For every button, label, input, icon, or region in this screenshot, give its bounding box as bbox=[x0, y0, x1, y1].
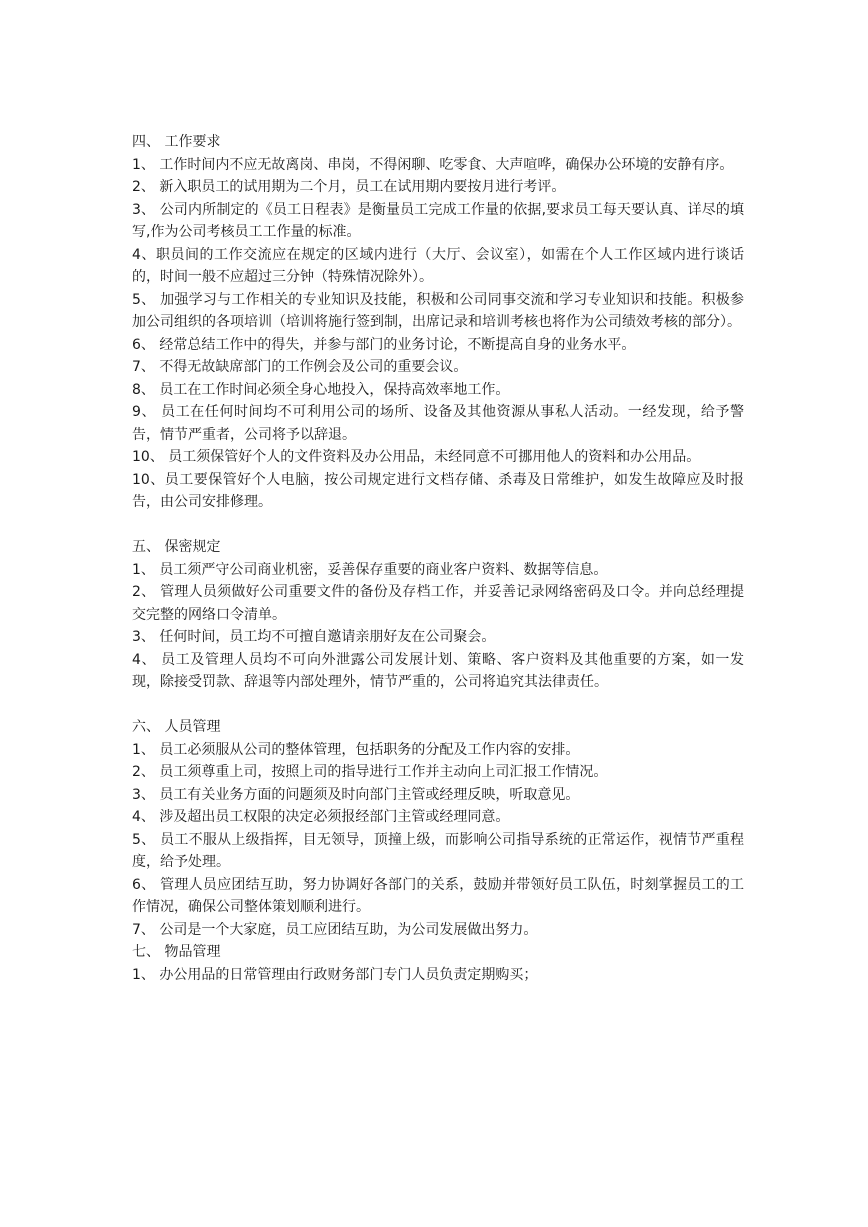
section-heading: 六、 人员管理 bbox=[132, 719, 221, 735]
section-heading: 五、 保密规定 bbox=[132, 539, 221, 555]
list-item: 1、 员工必须服从公司的整体管理，包括职务的分配及工作内容的安排。 bbox=[132, 741, 580, 758]
list-item: 1、 办公用品的日常管理由行政财务部门专门人员负责定期购买； bbox=[132, 966, 538, 983]
list-item: 6、 经常总结工作中的得失，并参与部门的业务讨论，不断提高自身的业务水平。 bbox=[132, 336, 636, 353]
section-confidentiality bbox=[132, 536, 744, 694]
section-heading: 四、 工作要求 bbox=[132, 134, 221, 150]
list-item: 6、 管理人员应团结互助，努力协调好各部门的关系，鼓励并带领好员工队伍，时刻掌握员工的工作情况，确保公司整体策划顺利进行。 bbox=[132, 876, 744, 915]
list-item: 4、 员工及管理人员均不可向外泄露公司发展计划、策略、客户资料及其他重要的方案，如一发现，除接受罚款、辞退等内部处理外，情节严重的，公司将追究其法律责任。 bbox=[132, 651, 744, 690]
list-item: 3、 任何时间，员工均不可擅自邀请亲朋好友在公司聚会。 bbox=[132, 629, 496, 645]
list-item: 10、 员工须保管好个人的文件资料及办公用品，未经同意不可挪用他人的资料和办公用品。 bbox=[132, 449, 701, 465]
document-body bbox=[132, 131, 744, 986]
list-item: 7、 公司是一个大家庭，员工应团结互助，为公司发展做出努力。 bbox=[132, 921, 538, 938]
list-item: 1、 员工须严守公司商业机密，妥善保存重要的商业客户资料、数据等信息。 bbox=[132, 561, 608, 578]
section-work-requirements bbox=[132, 131, 744, 514]
list-item: 5、 加强学习与工作相关的专业知识及技能，积极和公司同事交流和学习专业知识和技能。积极参加公司组织的各项培训（培训将施行签到制，出席记录和培训考核也将作为公司绩效考核的部分）。 bbox=[132, 291, 744, 330]
list-item: 2、 新入职员工的试用期为二个月，员工在试用期内要按月进行考评。 bbox=[132, 179, 566, 195]
list-item: 8、 员工在工作时间必须全身心地投入，保持高效率地工作。 bbox=[132, 381, 510, 398]
list-item: 4、职员间的工作交流应在规定的区域内进行（大厅、会议室），如需在个人工作区域内进行谈话的，时间一般不应超过三分钟（特殊情况除外）。 bbox=[132, 246, 744, 285]
list-item: 2、 员工须尊重上司，按照上司的指导进行工作并主动向上司汇报工作情况。 bbox=[132, 764, 608, 780]
section-spacer bbox=[132, 514, 744, 537]
list-item: 3、 公司内所制定的《员工日程表》是衡量员工完成工作量的依据,要求员工每天要认真、详尽的填写,作为公司考核员工工作量的标准。 bbox=[132, 201, 744, 240]
section-personnel-management bbox=[132, 716, 744, 941]
list-item: 3、 员工有关业务方面的问题须及时向部门主管或经理反映，听取意见。 bbox=[132, 786, 580, 803]
list-item: 5、 员工不服从上级指挥，目无领导，顶撞上级，而影响公司指导系统的正常运作，视情节严重程度，给予处理。 bbox=[132, 831, 744, 870]
section-goods-management bbox=[132, 941, 744, 986]
list-item: 7、 不得无故缺席部门的工作例会及公司的重要会议。 bbox=[132, 359, 468, 375]
section-heading: 七、 物品管理 bbox=[132, 944, 221, 960]
list-item: 4、 涉及超出员工权限的决定必须报经部门主管或经理同意。 bbox=[132, 809, 510, 825]
list-item: 10、员工要保管好个人电脑，按公司规定进行文档存储、杀毒及日常维护，如发生故障应及时报告，由公司安排修理。 bbox=[132, 471, 744, 510]
list-item: 2、 管理人员须做好公司重要文件的备份及存档工作，并妥善记录网络密码及口令。并向总经理提交完整的网络口令清单。 bbox=[132, 584, 744, 623]
list-item: 9、 员工在任何时间均不可利用公司的场所、设备及其他资源从事私人活动。一经发现，给予警告，情节严重者，公司将予以辞退。 bbox=[132, 404, 744, 443]
section-spacer bbox=[132, 694, 744, 717]
list-item: 1、 工作时间内不应无故离岗、串岗，不得闲聊、吃零食、大声喧哗，确保办公环境的安静有序。 bbox=[132, 156, 734, 173]
